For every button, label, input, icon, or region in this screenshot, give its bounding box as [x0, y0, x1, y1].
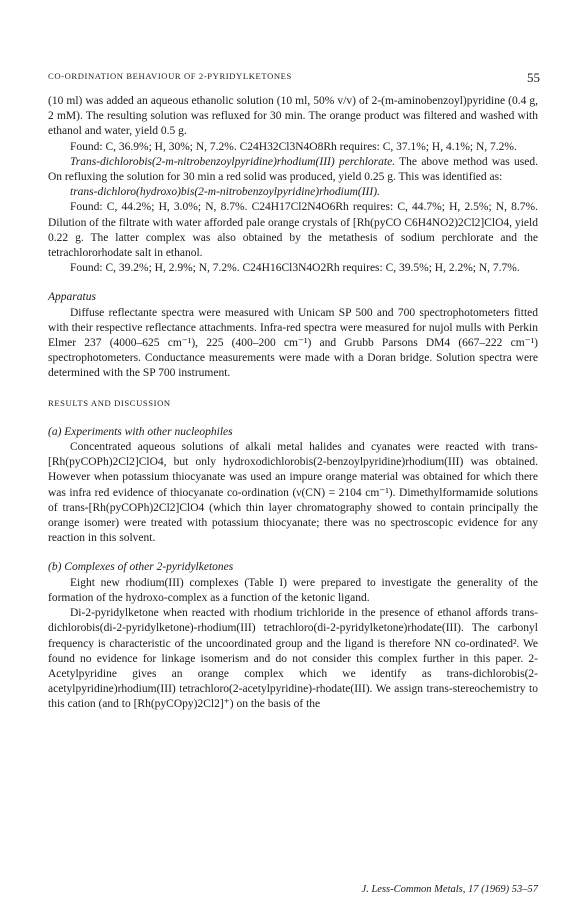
journal-citation: J. Less-Common Metals, 17 (1969) 53–57 [361, 884, 538, 895]
subsection-b-paragraph-1: Eight new rhodium(III) complexes (Table I) were prepared to investigate the generality of the formation of the hydroxo-complex as a function of the ketonic ligand. [48, 576, 538, 604]
results-heading: RESULTS AND DISCUSSION [48, 397, 171, 408]
compound-identified: trans-dichloro(hydroxo)bis(2-m-nitrobenzoylpyridine)rhodium(III). [70, 186, 380, 199]
subsection-b-heading: (b) Complexes of other 2-pyridylketones [48, 561, 234, 574]
compound-text: The above method was used. On refluxing the solution for 30 min a red solid was produced, yield 0.25 g. This was identified as: [48, 155, 538, 184]
subsection-b-paragraph-2: Di-2-pyridylketone when reacted with rhodium trichloride in the presence of ethanol affords trans-dichlorobis(di-2-pyridylketone)-rhodium(III) tetrachloro(di-2-pyridylketone)rhodate(III). The carbonyl frequency is characteristic of the uncoordinated group and the ligand is therefore NN co-ordinated². We found no evidence for linkage isomerism and do not consider this complex further in this paper. 2-Acetylpyridine gives an orange complex which we identify as trans-dichlorobis(2-acetylpyridine)rhodium(III) tetrachloro(2-acetylpyridine)-rhodate(III). We assign trans-stereochemistry to this cation (and to [Rh(pyCOpy)2Cl2]⁺) on the basis of the [48, 607, 538, 711]
article-body [48, 94, 538, 713]
compound-title: Trans-dichlorobis(2-m-nitrobenzoylpyridine)rhodium(III) perchlorate. [70, 155, 396, 168]
running-head: CO-ORDINATION BEHAVIOUR OF 2-PYRIDYLKETONES [48, 71, 292, 81]
analysis-found-3: Found: C, 39.2%; H, 2.9%; N, 7.2%. C24H16Cl3N4O2Rh requires: C, 39.5%; H, 2.2%; N, 7.7%. [70, 262, 520, 275]
subsection-a-heading: (a) Experiments with other nucleophiles [48, 425, 233, 438]
compound-paragraph [48, 155, 538, 185]
apparatus-paragraph: Diffuse reflectante spectra were measured with Unicam SP 500 and 700 spectrophotometers fitted with their respective reflectance attachments. Infra-red spectra were measured for nujol mulls with Perkin Elmer 237 (4000–625 cm⁻¹), 225 (400–200 cm⁻¹) and Grubb Parsons DM4 (667–222 cm⁻¹) spectrophotometers. Conductance measurements were made with a Doran bridge. Solution spectra were determined with the SP 700 instrument. [48, 306, 538, 380]
apparatus-heading: Apparatus [48, 291, 96, 304]
analysis-found-1: Found: C, 36.9%; H, 30%; N, 7.2%. C24H32Cl3N4O8Rh requires: C, 37.1%; H, 4.1%; N, 7.2%. [70, 140, 517, 153]
paragraph-continuation: (10 ml) was added an aqueous ethanolic solution (10 ml, 50% v/v) of 2-(m-aminobenzoyl)pyridine (0.4 g, 2 mM). The resulting solution was refluxed for 30 min. The orange product was filtered and washed with ethanol and water, yield 0.5 g. [48, 95, 538, 138]
subsection-a-paragraph: Concentrated aqueous solutions of alkali metal halides and cyanates were reacted with trans-[Rh(pyCOPh)2Cl2]ClO4, but only hydroxodichlorobis(2-benzoylpyridine)rhodium(III) was obtained. However when potassium thiocyanate was used an impure orange material was obtained for which there was infra red evidence of thiocyanate co-ordination (ν(CN) = 2104 cm⁻¹). Dimethylformamide solutions of trans-[Rh(pyCOPh)2Cl2]ClO4 (which thin layer chromatography showed to contain principally the orange isomer) were treated with potassium thiocyanate; there was no spectroscopic evidence for any reaction in this solvent. [48, 441, 538, 545]
page-number: 55 [527, 70, 540, 85]
analysis-found-2: Found: C, 44.2%; H, 3.0%; N, 8.7%. C24H17Cl2N4O6Rh requires: C, 44.7%; H, 2.5%; N, 8.7%. Dilution of the filtrate with water afforded pale orange crystals of [Rh(pyCO C6H4NO2)2Cl2]ClO4, yield 0.22 g. The latter complex was also obtained by the metathesis of sodium perchlorate and the tetrachlororhodate salt in ethanol. [48, 201, 538, 260]
